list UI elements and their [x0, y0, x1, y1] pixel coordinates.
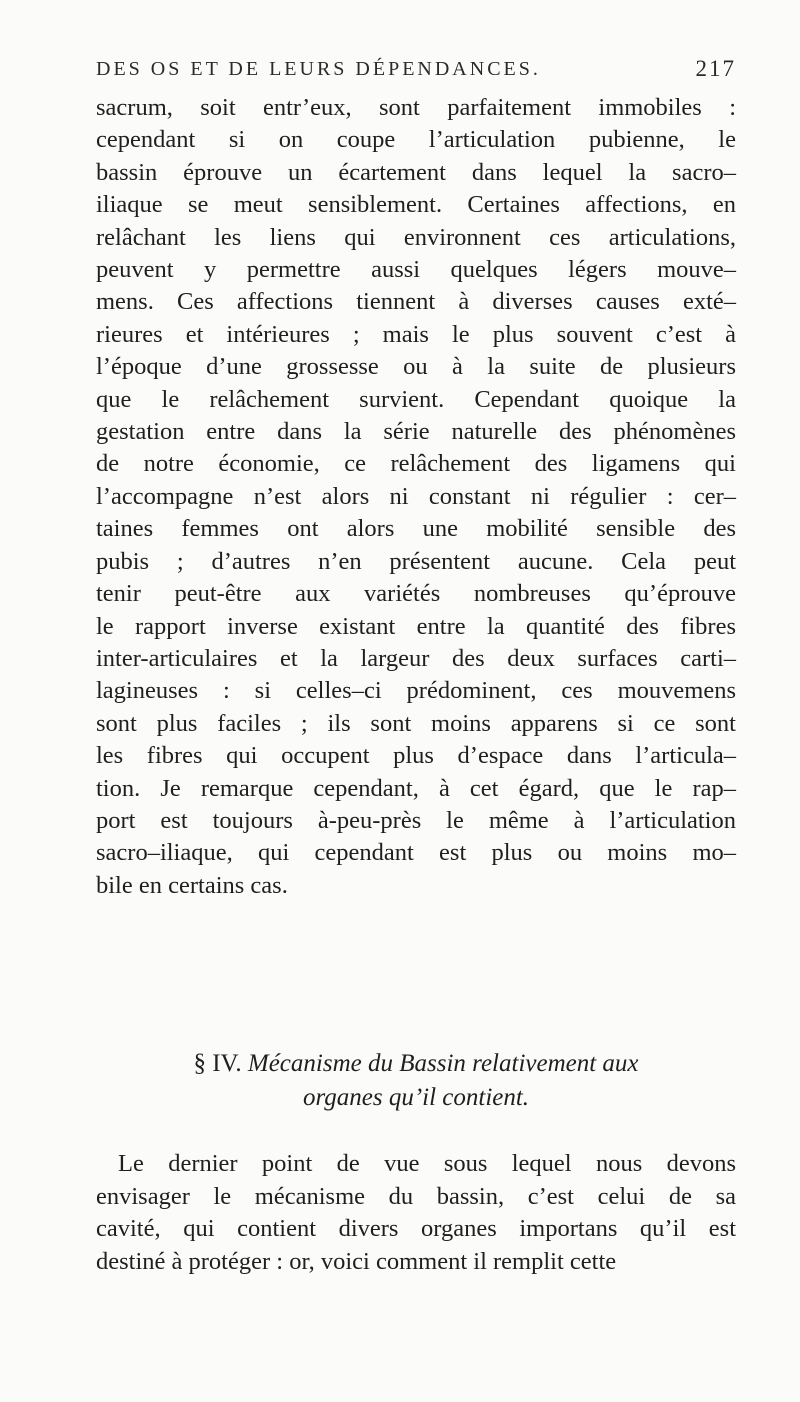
text-line: iliaque se meut sensiblement. Certaines affections, en [96, 191, 736, 219]
section-title-line-1: Mécanisme du Bassin relativement aux [247, 1050, 639, 1077]
text-line: Le dernier point de vue sous lequel nous devons [118, 1150, 736, 1177]
text-line: cependant si on coupe l’articulation pubienne, le [96, 126, 736, 154]
text-line: relâchant les liens qui environnent ces articulations, [96, 223, 736, 251]
text-line: bile en certains cas. [96, 871, 288, 899]
text-line: port est toujours à-peu-près le même à l’articulation [96, 806, 736, 834]
text-line: que le relâchement survient. Cependant quoique la [96, 385, 736, 413]
text-line: taines femmes ont alors une mobilité sensible des [96, 515, 736, 543]
text-line: envisager le mécanisme du bassin, c’est celui de sa [96, 1182, 736, 1210]
text-line: le rapport inverse existant entre la quantité des fibres [96, 612, 736, 640]
text-line: les fibres qui occupent plus d’espace dans l’articula– [96, 742, 736, 770]
text-line: l’accompagne n’est alors ni constant ni régulier : cer– [96, 482, 736, 510]
text-line: sont plus faciles ; ils sont moins apparens si ce sont [96, 709, 736, 737]
paragraph-2 [96, 1148, 736, 1278]
running-head [96, 58, 736, 90]
text-line: bassin éprouve un écartement dans lequel la sacro– [96, 158, 736, 186]
text-line: l’époque d’une grossesse ou à la suite de plusieurs [96, 353, 736, 381]
text-line: sacro–iliaque, qui cependant est plus ou moins mo– [96, 839, 736, 867]
text-line: pubis ; d’autres n’en présentent aucune. Cela peut [96, 547, 736, 575]
paragraph-1 [96, 92, 736, 902]
text-line: mens. Ces affections tiennent à diverses causes exté– [96, 288, 736, 316]
text-line: inter-articulaires et la largeur des deux surfaces carti– [96, 644, 736, 672]
section-title-line-2: organes qu’il contient. [302, 1084, 530, 1111]
text-line: gestation entre dans la série naturelle des phénomènes [96, 418, 736, 446]
text-line: cavité, qui contient divers organes importans qu’il est [96, 1215, 736, 1242]
page-number: 217 [695, 56, 736, 81]
text-line: tion. Je remarque cependant, à cet égard, que le rap– [96, 774, 736, 802]
text-line: lagineuses : si celles–ci prédominent, ces mouvemens [96, 677, 736, 705]
section-heading [96, 1047, 736, 1115]
text-line: tenir peut-être aux variétés nombreuses qu’éprouve [96, 580, 736, 608]
text-line: destiné à protéger : or, voici comment il remplit cette [96, 1247, 617, 1275]
running-title: DES OS ET DE LEURS DÉPENDANCES. [96, 58, 541, 80]
text-line: sacrum, soit entr’eux, sont parfaitement immobiles : [96, 94, 736, 121]
section-mark: § IV. [193, 1050, 248, 1077]
text-line: peuvent y permettre aussi quelques légers mouve– [96, 256, 736, 284]
text-line: rieures et intérieures ; mais le plus souvent c’est à [96, 320, 736, 348]
text-line: de notre économie, ce relâchement des ligamens qui [96, 450, 736, 478]
